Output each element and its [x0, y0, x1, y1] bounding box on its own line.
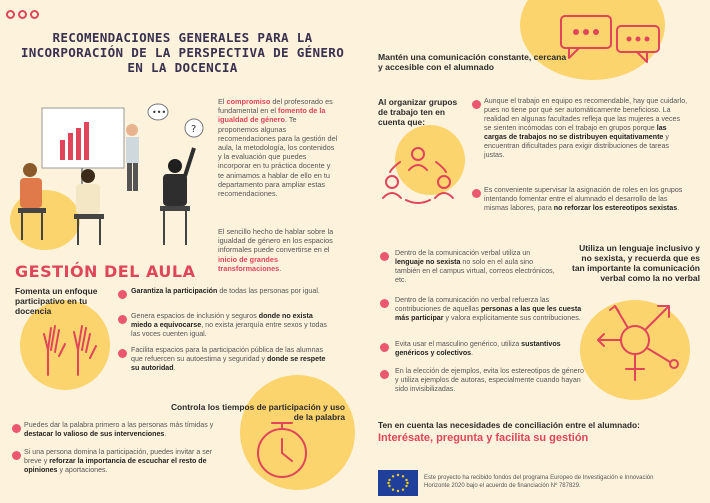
lenguaje-text-1: Dentro de la comunicación verbal utiliza un lenguaje no sexista no solo en el aula sino también en el campus virtual, correos electrónicos, etc. [395, 249, 555, 284]
controla-bullet-2 [12, 451, 21, 460]
svg-text:•••: ••• [152, 108, 167, 117]
conciliacion-line2: Interésate, pregunta y facilita su gestión [378, 432, 589, 444]
speech-bubbles-icon [555, 12, 665, 72]
intro-paragraph-1: El compromiso del profesorado es fundamental en el fomento de la igualdad de género. Te proponemos algunas recomendaciones para la gestión del aula, la metodología, los contenidos y la evaluación que puedes incorporar en tu práctica docente y te animamos a hablar de ello en tu departamento para ampliar estas recomendaciones. [218, 97, 338, 199]
lenguaje-text-3: Evita usar el masculino genérico, utiliza sustantivos genéricos y colectivos. [395, 340, 561, 357]
lenguaje-heading: Utiliza un lenguaje inclusivo y no sexista, y recuerda que es tan importante la comunicación verbal como la no verbal [572, 243, 700, 283]
lenguaje-bullet-2 [380, 299, 389, 308]
gestion-text-2: Genera espacios de inclusión y seguros donde no exista miedo a equivocarse, no exista jerarquía entre sexos y todas las voces cuenten igual. [131, 312, 327, 338]
classroom-illustration [10, 100, 210, 255]
controla-heading: Controla los tiempos de participación y uso de la palabra [170, 402, 345, 422]
grupos-bullet-1 [472, 100, 481, 109]
gestion-bullet-3 [118, 349, 127, 358]
svg-text:?: ? [191, 124, 197, 135]
grupos-heading: Al organizar grupos de trabajo ten en cuenta que: [378, 97, 458, 127]
lenguaje-bullet-1 [380, 252, 389, 261]
controla-bullet-1 [12, 424, 21, 433]
grupos-bullet-2 [472, 189, 481, 198]
lenguaje-text-4: En la elección de ejemplos, evita los estereotipos de género y utiliza ejemplos de autoras, especialmente cuando hayan sido invisibilizadas. [395, 367, 584, 393]
grupos-text-1: Aunque el trabajo en equipo es recomendable, hay que cuidarlo, pues no tiene por qué ser automáticamente beneficioso. La realidad en algunas facultades refleja que las mujeres a veces se sienten incómodas con el trabajo en grupos porque las cargas de trabajos no se distribuyen equitativamente y encuentran dificultades para exigir distribuciones de tareas justas. [484, 97, 688, 159]
comunicacion-heading: Mantén una comunicación constante, cercana y accesible con el alumnado [378, 52, 567, 72]
dots-icon [6, 6, 42, 24]
clock-icon [252, 415, 312, 483]
conciliacion-line1: Ten en cuenta las necesidades de conciliación entre el alumnado: [378, 420, 640, 430]
intro-paragraph-2: El sencillo hecho de hablar sobre la igualdad de género en los espacios informales puede convertirse en el inicio de grandes transformaciones. [218, 227, 334, 273]
fomenta-heading: Fomenta un enfoque participativo en tu docencia [15, 286, 98, 316]
controla-text-2: Si una persona domina la participación, puedes invitar a ser breve y reforzar la importancia de escuchar el resto de opiniones y aportaciones. [24, 448, 213, 474]
section-title-gestion: GESTIÓN DEL AULA [15, 262, 196, 281]
grupos-text-2: Es conveniente supervisar la asignación de roles en los grupos intentando fomentar entre el alumnado el desarrollo de las mismas labores, para no reforzar los estereotipos sexistas. [484, 186, 683, 212]
gestion-bullet-1 [118, 290, 127, 299]
gestion-bullet-2 [118, 315, 127, 324]
lenguaje-bullet-3 [380, 343, 389, 352]
eu-flag-icon [378, 470, 418, 496]
raised-hands-icon [38, 320, 108, 380]
footer-text: Este proyecto ha recibido fondos del programa Europeo de Investigación e Innovación Horizonte 2020 bajo el acuerdo de financiación Nº 787829. [424, 475, 654, 489]
gender-symbol-icon [590, 292, 690, 387]
controla-text-1: Puedes dar la palabra primero a las personas más tímidas y destacar lo valioso de sus intervenciones. [24, 421, 214, 438]
gestion-text-1: Garantiza la participación de todas las personas por igual. [131, 287, 320, 295]
gestion-text-3: Facilita espacios para la participación pública de las alumnas que refuercen su autoestima y seguridad y donde se respete su autoridad. [131, 346, 326, 372]
page-title: RECOMENDACIONES GENERALES PARA LA INCORPORACIÓN DE LA PERSPECTIVA DE GÉNERO EN LA DOCENCIA [20, 30, 345, 75]
group-network-icon [378, 140, 458, 205]
lenguaje-text-2: Dentro de la comunicación no verbal refuerza las contribuciones de aquellas personas a las que les cuesta más participar y valora explícitamente sus contribuciones. [395, 296, 582, 322]
lenguaje-bullet-4 [380, 370, 389, 379]
